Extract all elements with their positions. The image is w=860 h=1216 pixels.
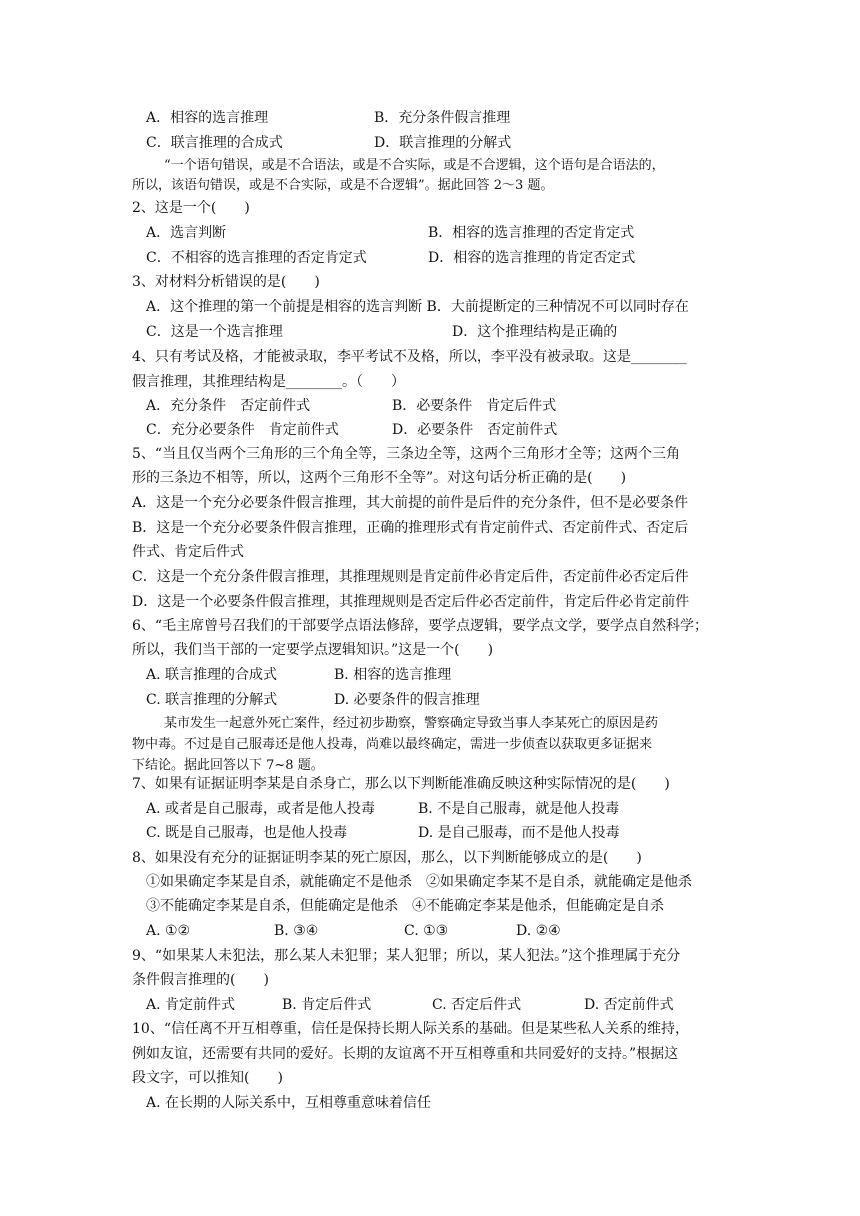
option-line — [146, 223, 635, 243]
option-b: B. 肯定后件式 — [282, 997, 372, 1013]
question-9: 条件假言推理的( ) — [132, 972, 269, 988]
option-c: C. 既是自己服毒，也是他人投毒 — [146, 825, 348, 841]
option-a: A．选言判断 — [146, 225, 227, 241]
option-line — [146, 799, 620, 819]
question-4: 假言推理，其推理结构是________。（ ） — [132, 374, 405, 390]
option-b: B. 不是自己服毒，就是他人投毒 — [418, 801, 620, 817]
option-line: C．这是一个充分条件假言推理，其推理规则是肯定前件必肯定后件，否定前件必否定后件 — [132, 569, 689, 585]
material-text: 所以，该语句错误，或是不合实际，或是不合逻辑”。据此回答 2～3 题。 — [132, 178, 554, 193]
option-line — [146, 396, 557, 416]
statement-line: ③不能确定李某是自杀，但能确定是他杀 ④不能确定李某是他杀，但能确定是自杀 — [146, 898, 664, 914]
material-text: “一个语句错误，或是不合语法，或是不合实际，或是不合逻辑，这个语句是合语法的， — [164, 158, 665, 173]
option-d: D．联言推理的分解式 — [374, 135, 512, 151]
option-a: A．充分条件 否定前件式 — [146, 398, 311, 414]
option-d: D．必要条件 否定前件式 — [392, 422, 558, 438]
option-line — [146, 248, 636, 268]
option-line — [146, 133, 512, 153]
option-b: B. ③④ — [274, 923, 319, 939]
option-line: 件式、肯定后件式 — [132, 544, 244, 560]
option-line — [146, 921, 561, 941]
option-line: A. 在长期的人际关系中，互相尊重意味着信任 — [146, 1095, 432, 1111]
option-a: A. 联言推理的合成式 — [146, 667, 278, 683]
option-c: C. ①③ — [404, 923, 449, 939]
question-7: 7、如果有证据证明李某是自杀身亡，那么以下判断能准确反映这种实际情况的是( ) — [132, 776, 670, 792]
option-d: D．相容的选言推理的肯定否定式 — [428, 250, 636, 266]
material-text: 物中毒。不过是自己服毒还是他人投毒，尚难以最终确定，需进一步侦查以获取更多证据来 — [132, 737, 653, 752]
option-line — [146, 420, 558, 440]
material-text: 某市发生一起意外死亡案件，经过初步勘察，警察确定导致当事人李某死亡的原因是药 — [164, 716, 659, 731]
question-5: 5、“当且仅当两个三角形的三个角全等，三条边全等，这两个三角形才全等；这两个三角 — [132, 446, 681, 462]
option-c: C. 联言推理的分解式 — [146, 692, 278, 708]
option-line — [146, 108, 511, 128]
option-a: A. 肯定前件式 — [146, 997, 236, 1013]
option-c: C. 否定后件式 — [432, 997, 522, 1013]
option-d: D. 必要条件的假言推理 — [334, 692, 480, 708]
question-9: 9、“如果某人未犯法，那么某人未犯罪；某人犯罪；所以，某人犯法。”这个推理属于充分 — [132, 948, 681, 964]
question-3: 3、对材料分析错误的是( ) — [132, 274, 320, 290]
material-text: 下结论。据此回答以下 7~8 题。 — [132, 758, 324, 773]
option-c: C．充分必要条件 肯定前件式 — [146, 422, 339, 438]
question-6: 所以，我们当干部的一定要学点逻辑知识。”这是一个( ) — [132, 642, 494, 658]
question-10: 段文字，可以推知( ) — [132, 1070, 283, 1086]
question-8: 8、如果没有充分的证据证明李某的死亡原因，那么，以下判断能够成立的是( ) — [132, 850, 642, 866]
option-c: C．这是一个选言推理 — [146, 324, 283, 340]
option-d: D. 否定前件式 — [584, 997, 674, 1013]
option-d: D．这个推理结构是正确的 — [452, 324, 618, 340]
option-b: B．必要条件 肯定后件式 — [392, 398, 557, 414]
question-2: 2、这是一个( ) — [132, 200, 250, 216]
option-line: B．这是一个充分必要条件假言推理，正确的推理形式有肯定前件式、否定前件式、否定后 — [132, 520, 689, 536]
option-d: D. ②④ — [516, 923, 561, 939]
option-d: D. 是自己服毒，而不是他人投毒 — [418, 825, 620, 841]
option-line — [146, 665, 452, 685]
statement-line: ①如果确定李某是自杀，就能确定不是他杀 ②如果确定李某不是自杀，就能确定是他杀 — [146, 874, 692, 890]
option-a: A．相容的选言推理 — [146, 110, 269, 126]
option-c: C．不相容的选言推理的否定肯定式 — [146, 250, 367, 266]
question-6: 6、“毛主席曾号召我们的干部要学点语法修辞，要学点逻辑，要学点文学，要学点自然科学； — [132, 618, 709, 634]
option-b: B．相容的选言推理的否定肯定式 — [428, 225, 635, 241]
option-line — [146, 823, 620, 843]
question-4: 4、只有考试及格，才能被录取，李平考试不及格，所以，李平没有被录取。这是________ — [132, 349, 687, 365]
option-b: B．充分条件假言推理 — [374, 110, 511, 126]
option-a: A. 或者是自己服毒，或者是他人投毒 — [146, 801, 376, 817]
option-line — [146, 995, 674, 1015]
question-10: 10、“信任离不开互相尊重，信任是保持长期人际关系的基础。但是某些私人关系的维持， — [132, 1021, 689, 1037]
option-b: B. 相容的选言推理 — [334, 667, 452, 683]
question-5: 形的三条边不相等，所以，这两个三角形不全等”。对这句话分析正确的是( ) — [132, 470, 627, 486]
option-a: A. ①② — [146, 923, 191, 939]
question-10: 例如友谊，还需要有共同的爱好。长期的友谊离不开互相尊重和共同爱好的支持。”根据这 — [132, 1046, 679, 1062]
option-line: A．这是一个充分必要条件假言推理，其大前提的前件是后件的充分条件，但不是必要条件 — [132, 495, 689, 511]
option-c: C．联言推理的合成式 — [146, 135, 283, 151]
option-line: A．这个推理的第一个前提是相容的选言判断 B．大前提断定的三种情况不可以同时存在 — [146, 299, 689, 315]
option-line — [146, 690, 480, 710]
option-line — [146, 322, 618, 342]
option-line: D．这是一个必要条件假言推理，其推理规则是否定后件必否定前件，肯定后件必肯定前件 — [132, 594, 690, 610]
